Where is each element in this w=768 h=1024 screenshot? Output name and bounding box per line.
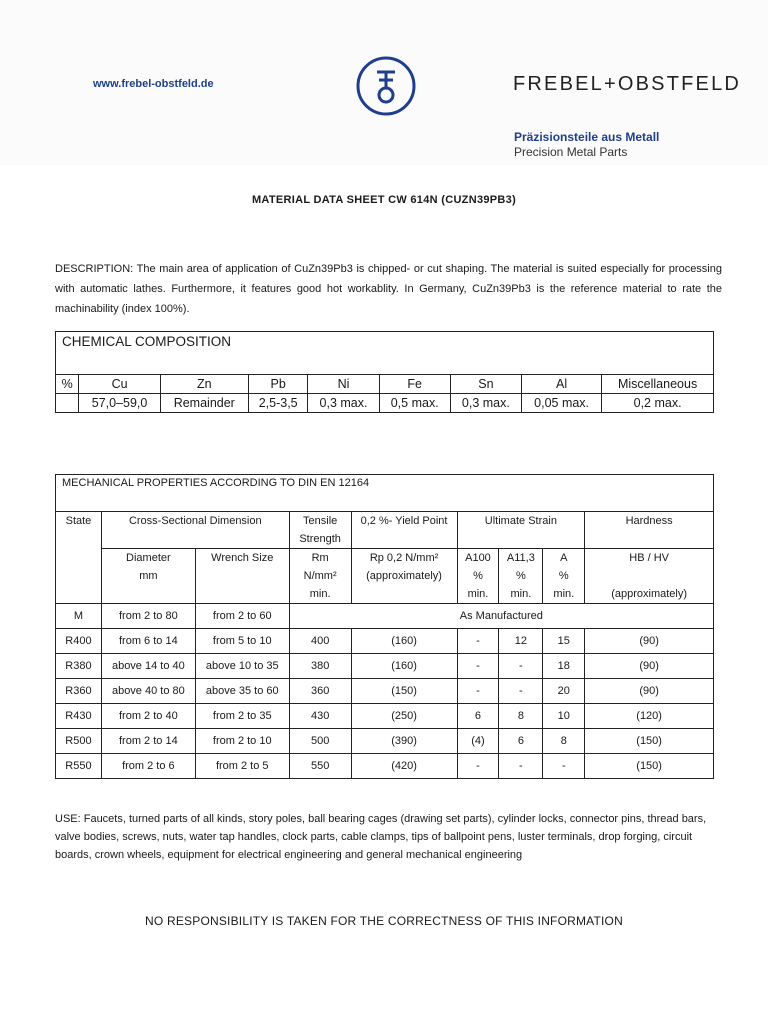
chem-header-cell: Ni <box>308 375 379 394</box>
key-ring-logo-icon <box>355 55 417 117</box>
disclaimer: NO RESPONSIBILITY IS TAKEN FOR THE CORRECTNESS OF THIS INFORMATION <box>145 914 623 928</box>
chem-value-cell <box>56 394 79 413</box>
chemical-composition-table <box>55 331 714 413</box>
cell: - <box>457 654 499 679</box>
cell: - <box>499 679 543 704</box>
cell: - <box>499 654 543 679</box>
cell: above 35 to 60 <box>195 679 289 704</box>
sub-hb-approx: (approximately) <box>611 588 688 600</box>
chem-value-cell: 57,0–59,0 <box>79 394 160 413</box>
sub-rm-min: min. <box>309 588 331 600</box>
cell: from 2 to 40 <box>101 704 195 729</box>
cell: 430 <box>289 704 351 729</box>
chem-value-cell: 0,05 max. <box>521 394 601 413</box>
cell: (90) <box>585 679 714 704</box>
cell: - <box>457 679 499 704</box>
table-row <box>56 729 714 754</box>
sub-a113 <box>499 549 543 604</box>
col-yield: 0,2 %- Yield Point <box>351 512 457 549</box>
sub-a113-min: min. <box>510 588 532 600</box>
chem-header-cell: Pb <box>248 375 308 394</box>
col-state: State <box>56 512 102 604</box>
cell: (150) <box>351 679 457 704</box>
cell: 360 <box>289 679 351 704</box>
sub-rp-label: Rp 0,2 N/mm² <box>369 552 439 564</box>
cell: above 14 to 40 <box>101 654 195 679</box>
chem-value-cell: Remainder <box>160 394 248 413</box>
sub-hardness <box>585 549 714 604</box>
website-link[interactable]: www.frebel-obstfeld.de <box>93 78 214 90</box>
cell: 6 <box>457 704 499 729</box>
col-hardness: Hardness <box>585 512 714 549</box>
brand-name: FREBEL+OBSTFELD <box>513 73 742 95</box>
cell: 8 <box>499 704 543 729</box>
document-title: MATERIAL DATA SHEET CW 614N (CUZN39PB3) <box>251 194 517 206</box>
cell: from 2 to 14 <box>101 729 195 754</box>
cell-wrench: from 2 to 60 <box>195 604 289 629</box>
tagline-en: Precision Metal Parts <box>514 145 628 159</box>
sub-a-pct: % <box>558 570 569 582</box>
cell: R360 <box>56 679 102 704</box>
description-paragraph: DESCRIPTION: The main area of application of CuZn39Pb3 is chipped- or cut shaping. The material is suited especially for processing with automatic lathes. Furthermore, it features good hot workablity. In Germany, CuZn39Pb3 is the reference material to rate the machinability (index 100%). <box>55 263 722 315</box>
cell: 500 <box>289 729 351 754</box>
cell: - <box>499 754 543 779</box>
chem-value-cell: 2,5-3,5 <box>248 394 308 413</box>
chem-header-cell: % <box>56 375 79 394</box>
mechanical-properties-table <box>55 474 714 779</box>
chem-header-cell: Sn <box>450 375 521 394</box>
table-row <box>56 704 714 729</box>
sub-hb-label: HB / HV <box>629 552 669 564</box>
cell: R430 <box>56 704 102 729</box>
chemical-value-row <box>56 394 714 413</box>
sub-diameter-unit: mm <box>139 570 158 582</box>
sub-rm-label: Rm <box>311 552 329 564</box>
use-paragraph: USE: Faucets, turned parts of all kinds, story poles, ball bearing cages (drawing set parts), cylinder locks, connector pins, thread bars, valve bodies, screws, nuts, water tap handles, clock parts, cable clamps, tips of ballpoint pens, luster terminals, drop forging, circuit boards, crown wheels, equipment for electrical engineering and general mechanical engineering <box>55 813 707 861</box>
cell: 400 <box>289 629 351 654</box>
mechanical-heading: MECHANICAL PROPERTIES ACCORDING TO DIN EN 12164 <box>56 475 714 512</box>
sub-rp <box>351 549 457 604</box>
cell: from 2 to 35 <box>195 704 289 729</box>
cell: from 2 to 5 <box>195 754 289 779</box>
table-row <box>56 654 714 679</box>
sub-a <box>543 549 585 604</box>
chemical-heading: CHEMICAL COMPOSITION <box>56 332 714 375</box>
cell: (90) <box>585 629 714 654</box>
sub-a100-label: A100 <box>465 552 491 564</box>
table-row <box>56 629 714 654</box>
cell: from 2 to 10 <box>195 729 289 754</box>
cell: above 40 to 80 <box>101 679 195 704</box>
sub-rm-unit: N/mm² <box>303 570 337 582</box>
sub-hb-spacer <box>588 567 710 585</box>
cell: 12 <box>499 629 543 654</box>
cell: 15 <box>543 629 585 654</box>
cell-as-manufactured: As Manufactured <box>289 604 713 629</box>
cell: R380 <box>56 654 102 679</box>
sub-wrench: Wrench Size <box>195 549 289 604</box>
sub-a-min: min. <box>553 588 575 600</box>
sub-a-label: A <box>560 552 568 564</box>
cell: (90) <box>585 654 714 679</box>
cell: (150) <box>585 729 714 754</box>
cell: from 6 to 14 <box>101 629 195 654</box>
chem-value-cell: 0,3 max. <box>308 394 379 413</box>
cell: (160) <box>351 654 457 679</box>
cell: (4) <box>457 729 499 754</box>
chem-header-cell: Cu <box>79 375 160 394</box>
cell: 8 <box>543 729 585 754</box>
table-row <box>56 754 714 779</box>
table-row <box>56 604 714 629</box>
cell-diameter: from 2 to 80 <box>101 604 195 629</box>
col-cross-section: Cross-Sectional Dimension <box>101 512 289 549</box>
cell-state: M <box>56 604 102 629</box>
sub-diameter <box>101 549 195 604</box>
cell: (420) <box>351 754 457 779</box>
tagline-de: Präzisionsteile aus Metall <box>514 130 660 144</box>
cell: R500 <box>56 729 102 754</box>
cell: R400 <box>56 629 102 654</box>
chemical-header-row <box>56 375 714 394</box>
col-ultimate-strain: Ultimate Strain <box>457 512 585 549</box>
cell: from 5 to 10 <box>195 629 289 654</box>
cell: 18 <box>543 654 585 679</box>
sub-a113-pct: % <box>516 570 526 582</box>
sub-a100-pct: % <box>473 570 483 582</box>
cell: - <box>457 629 499 654</box>
chem-header-cell: Zn <box>160 375 248 394</box>
cell: (120) <box>585 704 714 729</box>
mechanical-subheader-row <box>56 549 714 604</box>
cell: R550 <box>56 754 102 779</box>
cell: 6 <box>499 729 543 754</box>
cell: (150) <box>585 754 714 779</box>
table-row <box>56 679 714 704</box>
cell: above 10 to 35 <box>195 654 289 679</box>
cell: 10 <box>543 704 585 729</box>
chem-header-cell: Fe <box>379 375 450 394</box>
cell: (250) <box>351 704 457 729</box>
chem-value-cell: 0,3 max. <box>450 394 521 413</box>
cell: (390) <box>351 729 457 754</box>
cell: 20 <box>543 679 585 704</box>
chem-value-cell: 0,5 max. <box>379 394 450 413</box>
sub-diameter-label: Diameter <box>126 552 171 564</box>
sub-rp-approx: (approximately) <box>366 570 442 582</box>
sub-rm <box>289 549 351 604</box>
chem-header-cell: Miscellaneous <box>602 375 714 394</box>
cell: 380 <box>289 654 351 679</box>
cell: - <box>543 754 585 779</box>
cell: (160) <box>351 629 457 654</box>
col-tensile: Tensile Strength <box>289 512 351 549</box>
sub-a100-min: min. <box>467 588 489 600</box>
chem-value-cell: 0,2 max. <box>602 394 714 413</box>
mechanical-header-row <box>56 512 714 549</box>
cell: - <box>457 754 499 779</box>
cell: 550 <box>289 754 351 779</box>
sub-a100 <box>457 549 499 604</box>
cell: from 2 to 6 <box>101 754 195 779</box>
sub-a113-label: A11,3 <box>506 552 535 564</box>
chem-header-cell: Al <box>521 375 601 394</box>
